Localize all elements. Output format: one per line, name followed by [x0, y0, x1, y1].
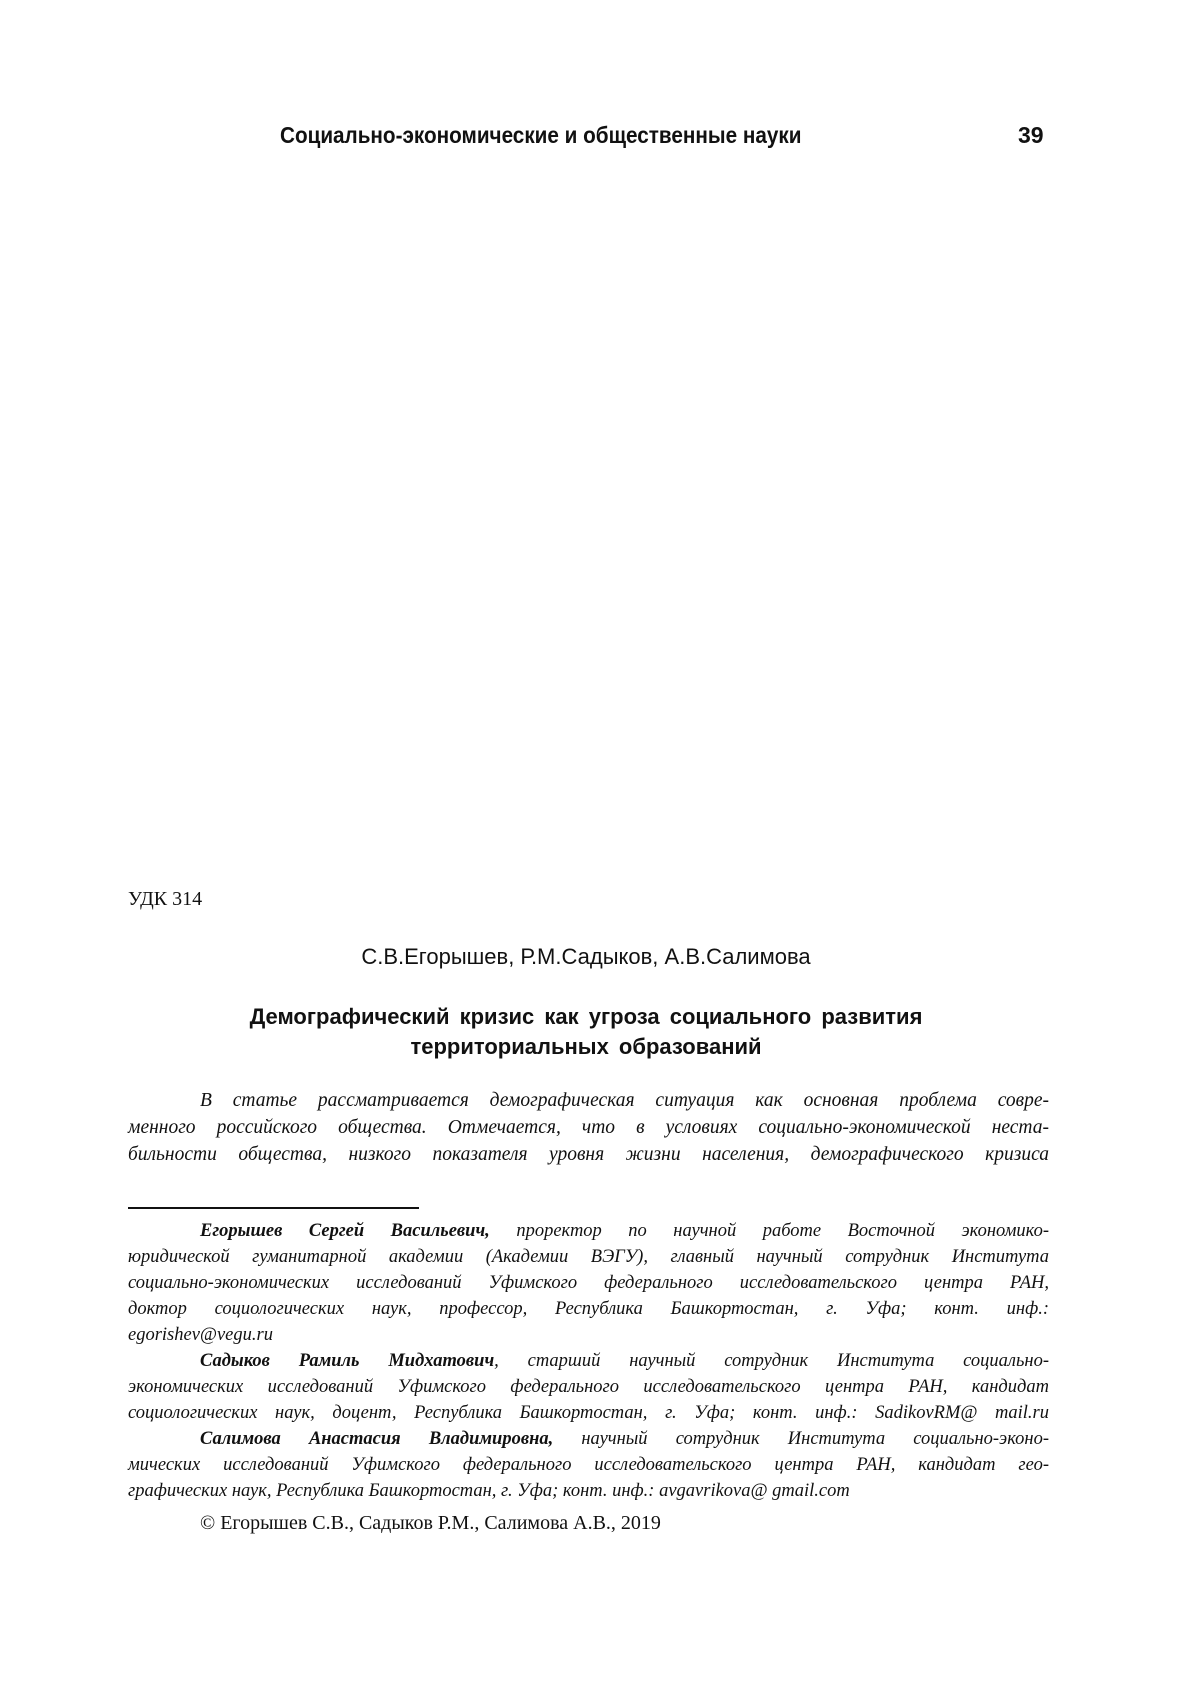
footnote-separator [128, 1207, 419, 1209]
author-name: Садыков Рамиль Мидхатович [200, 1351, 495, 1371]
abstract-line: В статье рассматривается демографическая ситуация как основная проблема совре- [200, 1090, 1049, 1111]
author-name: Салимова Анастасия Владимировна, [200, 1429, 554, 1449]
article-title-line-1: Демографический кризис как угроза социального развития [249, 1004, 923, 1029]
author-name: Егорышев Сергей Васильевич, [200, 1221, 490, 1241]
footnote-line: графических наук, Республика Башкортостан, г. Уфа; конт. инф.: avgavrikova@ gmail.com [128, 1481, 850, 1501]
footnote-text: проректор по научной работе Восточной экономико- [489, 1221, 1050, 1241]
running-header: Социально-экономические и общественные науки [280, 122, 802, 148]
footnote-line: доктор социологических наук, профессор, Республика Башкортостан, г. Уфа; конт. инф.: [128, 1299, 1049, 1319]
footnote-text: научный сотрудник Института социально-эконо- [553, 1429, 1049, 1449]
footnote-line: экономических исследований Уфимского федерального исследовательского центра РАН, кандидат [128, 1377, 1049, 1397]
footnote-author-3 [200, 1429, 1049, 1450]
abstract-line: менного российского общества. Отмечается, что в условиях социально-экономической неста- [128, 1117, 1049, 1138]
footnote-line: мических исследований Уфимского федерального исследовательского центра РАН, кандидат гео- [128, 1455, 1049, 1475]
abstract-line: бильности общества, низкого показателя уровня жизни населения, демографического кризиса [128, 1144, 1049, 1165]
udk-code: УДК 314 [128, 888, 203, 910]
copyright-notice: © Егорышев С.В., Садыков Р.М., Салимова А.В., 2019 [200, 1512, 661, 1534]
footnote-email: egorishev@vegu.ru [128, 1325, 273, 1345]
footnote-line: юридической гуманитарной академии (Академии ВЭГУ), главный научный сотрудник Института [128, 1247, 1049, 1267]
footnote-line: социологических наук, доцент, Республика Башкортостан, г. Уфа; конт. инф.: SadikovRM@ mail.ru [128, 1403, 1049, 1423]
footnote-text: , старший научный сотрудник Института социально- [494, 1351, 1049, 1371]
article-authors: С.В.Егорышев, Р.М.Садыков, А.В.Салимова [361, 944, 811, 969]
footnote-line: социально-экономических исследований Уфимского федерального исследовательского центра РАН, [128, 1273, 1049, 1293]
page-number: 39 [1018, 122, 1044, 148]
footnote-author-1 [200, 1221, 1049, 1242]
article-title-line-2: территориальных образований [410, 1034, 762, 1059]
footnote-author-2 [200, 1351, 1049, 1372]
